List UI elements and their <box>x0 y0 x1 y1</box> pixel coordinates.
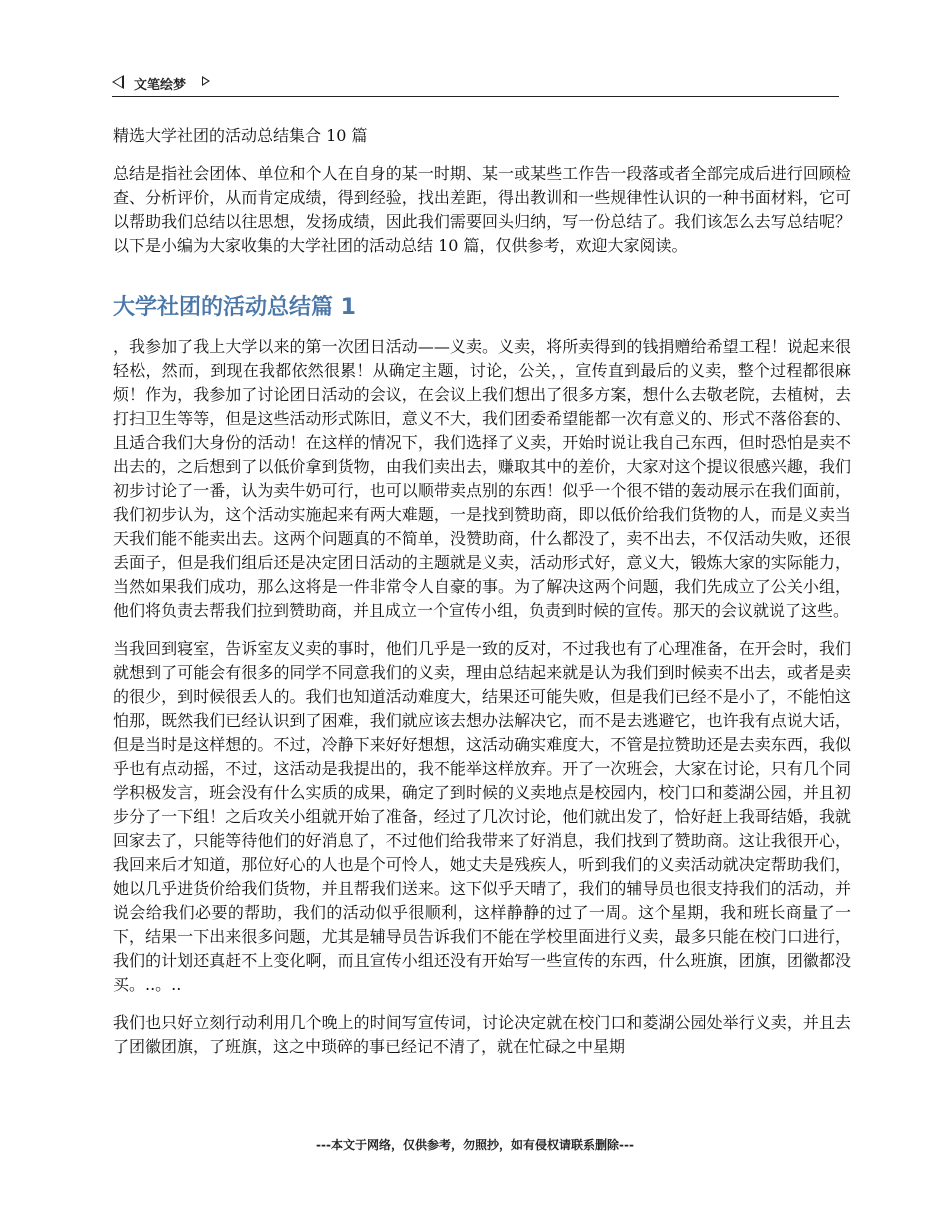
page-footer: ---本文于网络，仅供参考，勿照抄，如有侵权请联系删除--- <box>316 1138 634 1152</box>
triangle-left-icon <box>112 75 124 89</box>
document-title: 精选大学社团的活动总结集合 10 篇 <box>113 126 368 145</box>
body-paragraph: 我们也只好立刻行动利用几个晚上的时间写宣传词，讨论决定就在校门口和菱湖公园处举行义卖，并且去了团徽团旗，了班旗，这之中琐碎的事已经记不清了，就在忙碌之中星期 <box>113 1013 851 1056</box>
triangle-right-icon <box>202 76 210 86</box>
document-body <box>113 124 851 1073</box>
body-paragraph: 当我回到寝室，告诉室友义卖的事时，他们几乎是一致的反对，不过我也有了心理准备，在开会时，我们就想到了可能会有很多的同学不同意我们的义卖，理由总结起来就是认为我们到时候卖不出去，或者是卖的很少，到时候很丢人的。我们也知道活动难度大，结果还可能失败，但是我们已经不是小了，不能怕这怕那，既然我们已经认识到了困难，我们就应该去想办法解决它，而不是去逃避它，也许我有点说大话，但是当时是这样想的。不过，冷静下来好好想想，这活动确实难度大，不管是拉赞助还是去卖东西，我似乎也有点动摇，不过，这活动是我提出的，我不能举这样放弃。开了一次班会，大家在讨论，只有几个同学积极发言，班会没有什么实质的成果，确定了到时候的义卖地点是校园内，校门口和菱湖公园，并且初步分了一下组！之后攻关小组就开始了准备，经过了几次讨论，他们就出发了，恰好赶上我哥结婚，我就回家去了，只能等待他们的好消息了，不过他们给我带来了好消息，我们找到了赞助商。这让我很开心，我回来后才知道，那位好心的人也是个可怜人，她丈夫是残疾人，听到我们的义卖活动就决定帮助我们，她以几乎进货价给我们货物，并且帮我们送来。这下似乎天晴了，我们的辅导员也很支持我们的活动，并说会给我们必要的帮助，我们的活动似乎很顺利，这样静静的过了一周。这个星期，我和班长商量了一下，结果一下出来很多问题，尤其是辅导员告诉我们不能在学校里面进行义卖，最多只能在校门口进行，我们的计划还真赶不上变化啊，而且宣传小组还没有开始写一些宣传的东西，什么班旗，团旗，团徽都没买。..。.. <box>113 639 851 994</box>
intro-paragraph: 总结是指社会团体、单位和个人在自身的某一时期、某一或某些工作告一段落或者全部完成后进行回顾检查、分析评价，从而肯定成绩，得到经验，找出差距，得出教训和一些规律性认识的一种书面材料，它可以帮助我们总结以往思想，发扬成绩，因此我们需要回头归纳，写一份总结了。我们该怎么去写总结呢？以下是小编为大家收集的大学社团的活动总结 10 篇，仅供参考，欢迎大家阅读。 <box>113 164 851 255</box>
brand-name: 文笔绘梦 <box>134 78 187 93</box>
section-heading: 大学社团的活动总结篇 1 <box>113 295 356 320</box>
page-header <box>112 72 839 97</box>
body-paragraph: ，我参加了我上大学以来的第一次团日活动——义卖。义卖，将所卖得到的钱捐赠给希望工程！说起来很轻松，然而，到现在我都依然很累！从确定主题，讨论，公关，，宣传直到最后的义卖，整个过程都很麻烦！作为，我参加了讨论团日活动的会议，在会议上我们想出了很多方案，想什么去敬老院，去植树，去打扫卫生等等，但是这些活动形式陈旧，意义不大，我们团委希望能都一次有意义的、形式不落俗套的、且适合我们大身份的活动！在这样的情况下，我们选择了义卖，开始时说让我自己东西，但时恐怕是卖不出去的，之后想到了以低价拿到货物，由我们卖出去，赚取其中的差价，大家对这个提议很感兴趣，我们初步讨论了一番，认为卖牛奶可行，也可以顺带卖点别的东西！似乎一个很不错的轰动展示在我们面前，我们初步认为，这个活动实施起来有两大难题，一是找到赞助商，即以低价给我们货物的人，而是义卖当天我们能不能卖出去。这两个问题真的不简单，没赞助商，什么都没了，卖不出去，不仅活动失败，还很丢面子，但是我们组后还是决定团日活动的主题就是义卖，活动形式好，意义大，锻炼大家的实际能力，当然如果我们成功，那么这将是一件非常令人自豪的事。为了解决这两个问题，我们先成立了公关小组，他们将负责去帮我们拉到赞助商，并且成立一个宣传小组，负责到时候的宣传。那天的会议就说了这些。 <box>113 337 851 620</box>
